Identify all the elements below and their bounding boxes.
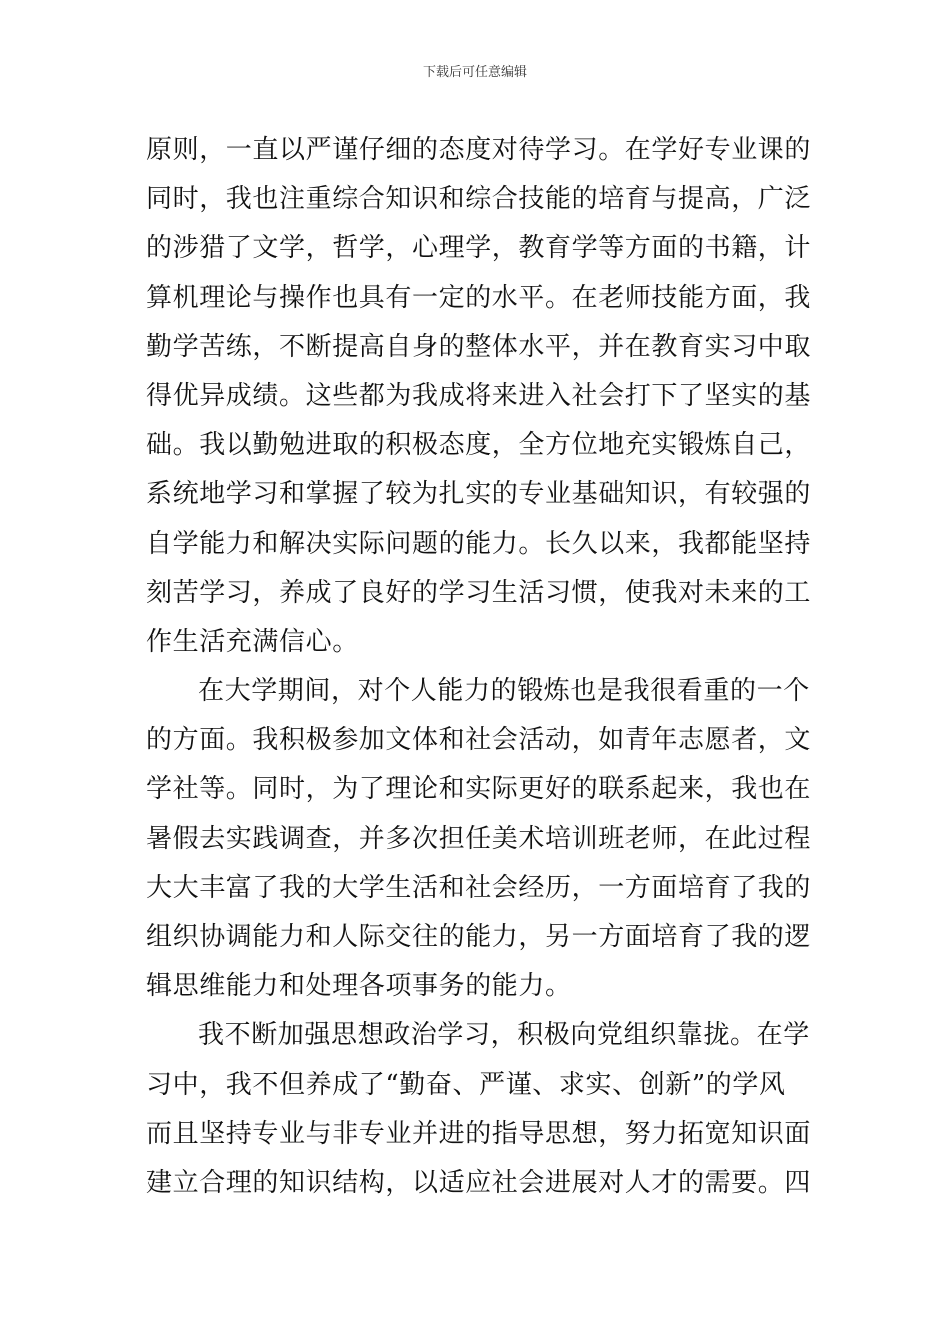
text-line: 得优异成绩。这些都为我成将来进入社会打下了坚实的基: [146, 380, 812, 411]
text-line: 学社等。同时，为了理论和实际更好的联系起来，我也在: [146, 774, 812, 805]
text-line: 的涉猎了文学，哲学，心理学，教育学等方面的书籍，计: [146, 233, 812, 264]
text-line: 大大丰富了我的大学生活和社会经历，一方面培育了我的: [146, 872, 812, 903]
paragraph-first-line: 在大学期间，对个人能力的锻炼也是我很看重的一个: [198, 676, 810, 707]
body-text: [146, 126, 812, 1208]
text-line: 作生活充满信心。: [146, 626, 359, 657]
text-line: 础。我以勤勉进取的积极态度，全方位地充实锻炼自己，: [146, 430, 812, 461]
text-line: 系统地学习和掌握了较为扎实的专业基础知识，有较强的: [146, 479, 812, 510]
text-line: 原则，一直以严谨仔细的态度对待学习。在学好专业课的: [146, 135, 812, 165]
text-line: 刻苦学习，养成了良好的学习生活习惯，使我对未来的工: [146, 577, 812, 608]
text-line: 建立合理的知识结构，以适应社会进展对人才的需要。四: [146, 1167, 812, 1198]
text-line: 组织协调能力和人际交往的能力，另一方面培育了我的逻: [146, 922, 812, 952]
text-line: 暑假去实践调查，并多次担任美术培训班老师，在此过程: [146, 823, 812, 854]
page-header: 下载后可任意编辑: [422, 65, 527, 80]
text-line: 自学能力和解决实际问题的能力。长久以来，我都能坚持: [146, 528, 812, 559]
text-line: 的方面。我积极参加文体和社会活动，如青年志愿者，文: [146, 725, 812, 756]
text-line: 习中，我不但养成了“勤奋、严谨、求实、创新”的学风: [146, 1069, 786, 1100]
text-line: 勤学苦练，不断提高自身的整体水平，并在教育实习中取: [146, 331, 812, 362]
paragraph-first-line: 我不断加强思想政治学习，积极向党组织靠拢。在学: [198, 1020, 810, 1051]
text-line: 而且坚持专业与非专业并进的指导思想，努力拓宽知识面: [146, 1118, 812, 1149]
text-line: 算机理论与操作也具有一定的水平。在老师技能方面，我: [146, 282, 812, 313]
text-line: 辑思维能力和处理各项事务的能力。: [146, 971, 572, 1002]
text-line: 同时，我也注重综合知识和综合技能的培育与提高，广泛: [146, 184, 812, 215]
